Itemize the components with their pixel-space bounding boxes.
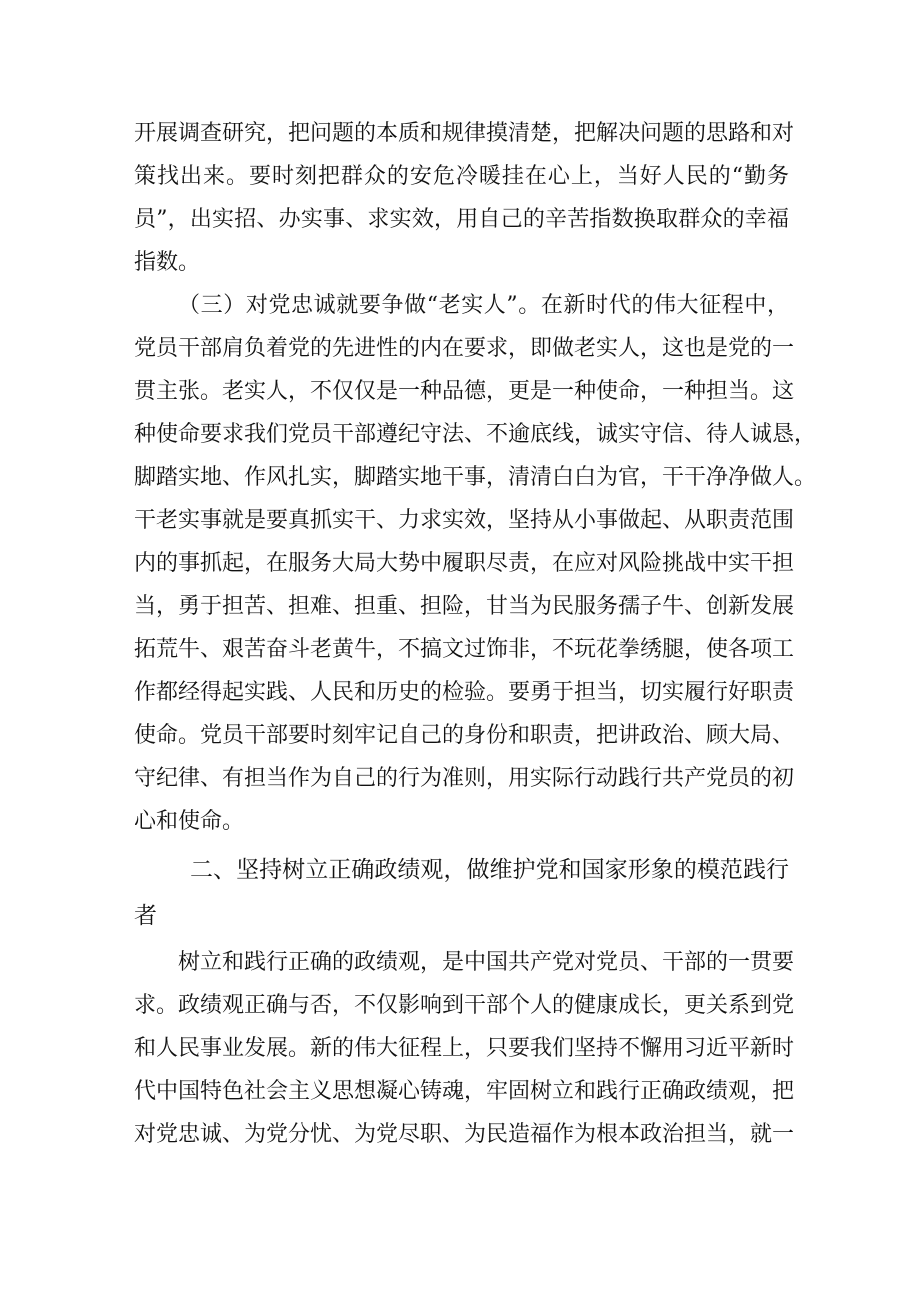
paragraph-political-performance — [134, 941, 795, 1156]
text-line: 干老实事就是要真抓实干、力求实效，坚持从小事做起、从职责范围 — [134, 508, 795, 533]
text-line: 拓荒牛、艰苦奋斗老黄牛，不搞文过饰非，不玩花拳绣腿，使各项工 — [134, 637, 795, 662]
text-line: 脚踏实地、作风扎实，脚踏实地干事，清清白白为官，干干净净做人。 — [134, 465, 817, 490]
text-line: 员”，出实招、办实事、求实效，用自己的辛苦指数换取群众的幸福 — [134, 207, 789, 232]
heading-line: 者 — [134, 903, 157, 929]
text-line: 种使命要求我们党员干部遵纪守法、不逾底线，诚实守信、待人诚恳， — [134, 422, 817, 447]
text-line: 作都经得起实践、人民和历史的检验。要勇于担当，切实履行好职责 — [134, 680, 795, 705]
text-line: 使命。党员干部要时刻牢记自己的身份和职责，把讲政治、顾大局、 — [134, 723, 795, 748]
text-line: 党员干部肩负着党的先进性的内在要求，即做老实人，这也是党的一 — [134, 336, 795, 361]
text-line: 策找出来。要时刻把群众的安危冷暖挂在心上，当好人民的“勤务 — [134, 164, 789, 189]
text-line: 对党忠诚、为党分忧、为党尽职、为民造福作为根本政治担当，就一 — [134, 1122, 795, 1147]
text-line: 树立和践行正确的政绩观，是中国共产党对党员、干部的一贯要 — [178, 950, 795, 975]
text-line: 和人民事业发展。新的伟大征程上，只要我们坚持不懈用习近平新时 — [134, 1036, 795, 1061]
text-line: 当，勇于担苦、担难、担重、担险，甘当为民服务孺子牛、创新发展 — [134, 594, 795, 619]
section-heading — [134, 847, 789, 939]
text-line: 心和使命。 — [134, 809, 245, 834]
text-line: 求。政绩观正确与否，不仅影响到干部个人的健康成长，更关系到党 — [134, 993, 795, 1018]
heading-line: 二、坚持树立正确政绩观，做维护党和国家形象的模范践行 — [190, 857, 789, 883]
text-line: 贯主张。老实人，不仅仅是一种品德，更是一种使命，一种担当。这 — [134, 379, 795, 404]
paragraph-section-three — [134, 284, 817, 843]
text-line: 守纪律、有担当作为自己的行为准则，用实际行动践行共产党员的初 — [134, 766, 795, 791]
document-page — [134, 112, 817, 1156]
text-line: 代中国特色社会主义思想凝心铸魂，牢固树立和践行正确政绩观，把 — [134, 1079, 795, 1104]
text-line: 开展调查研究，把问题的本质和规律摸清楚，把解决问题的思路和对 — [134, 121, 795, 146]
paragraph-continuation — [134, 112, 795, 284]
text-line: 指数。 — [134, 250, 201, 275]
text-line: （三）对党忠诚就要争做“老实人”。在新时代的伟大征程中， — [178, 293, 789, 318]
text-line: 内的事抓起，在服务大局大势中履职尽责，在应对风险挑战中实干担 — [134, 551, 795, 576]
